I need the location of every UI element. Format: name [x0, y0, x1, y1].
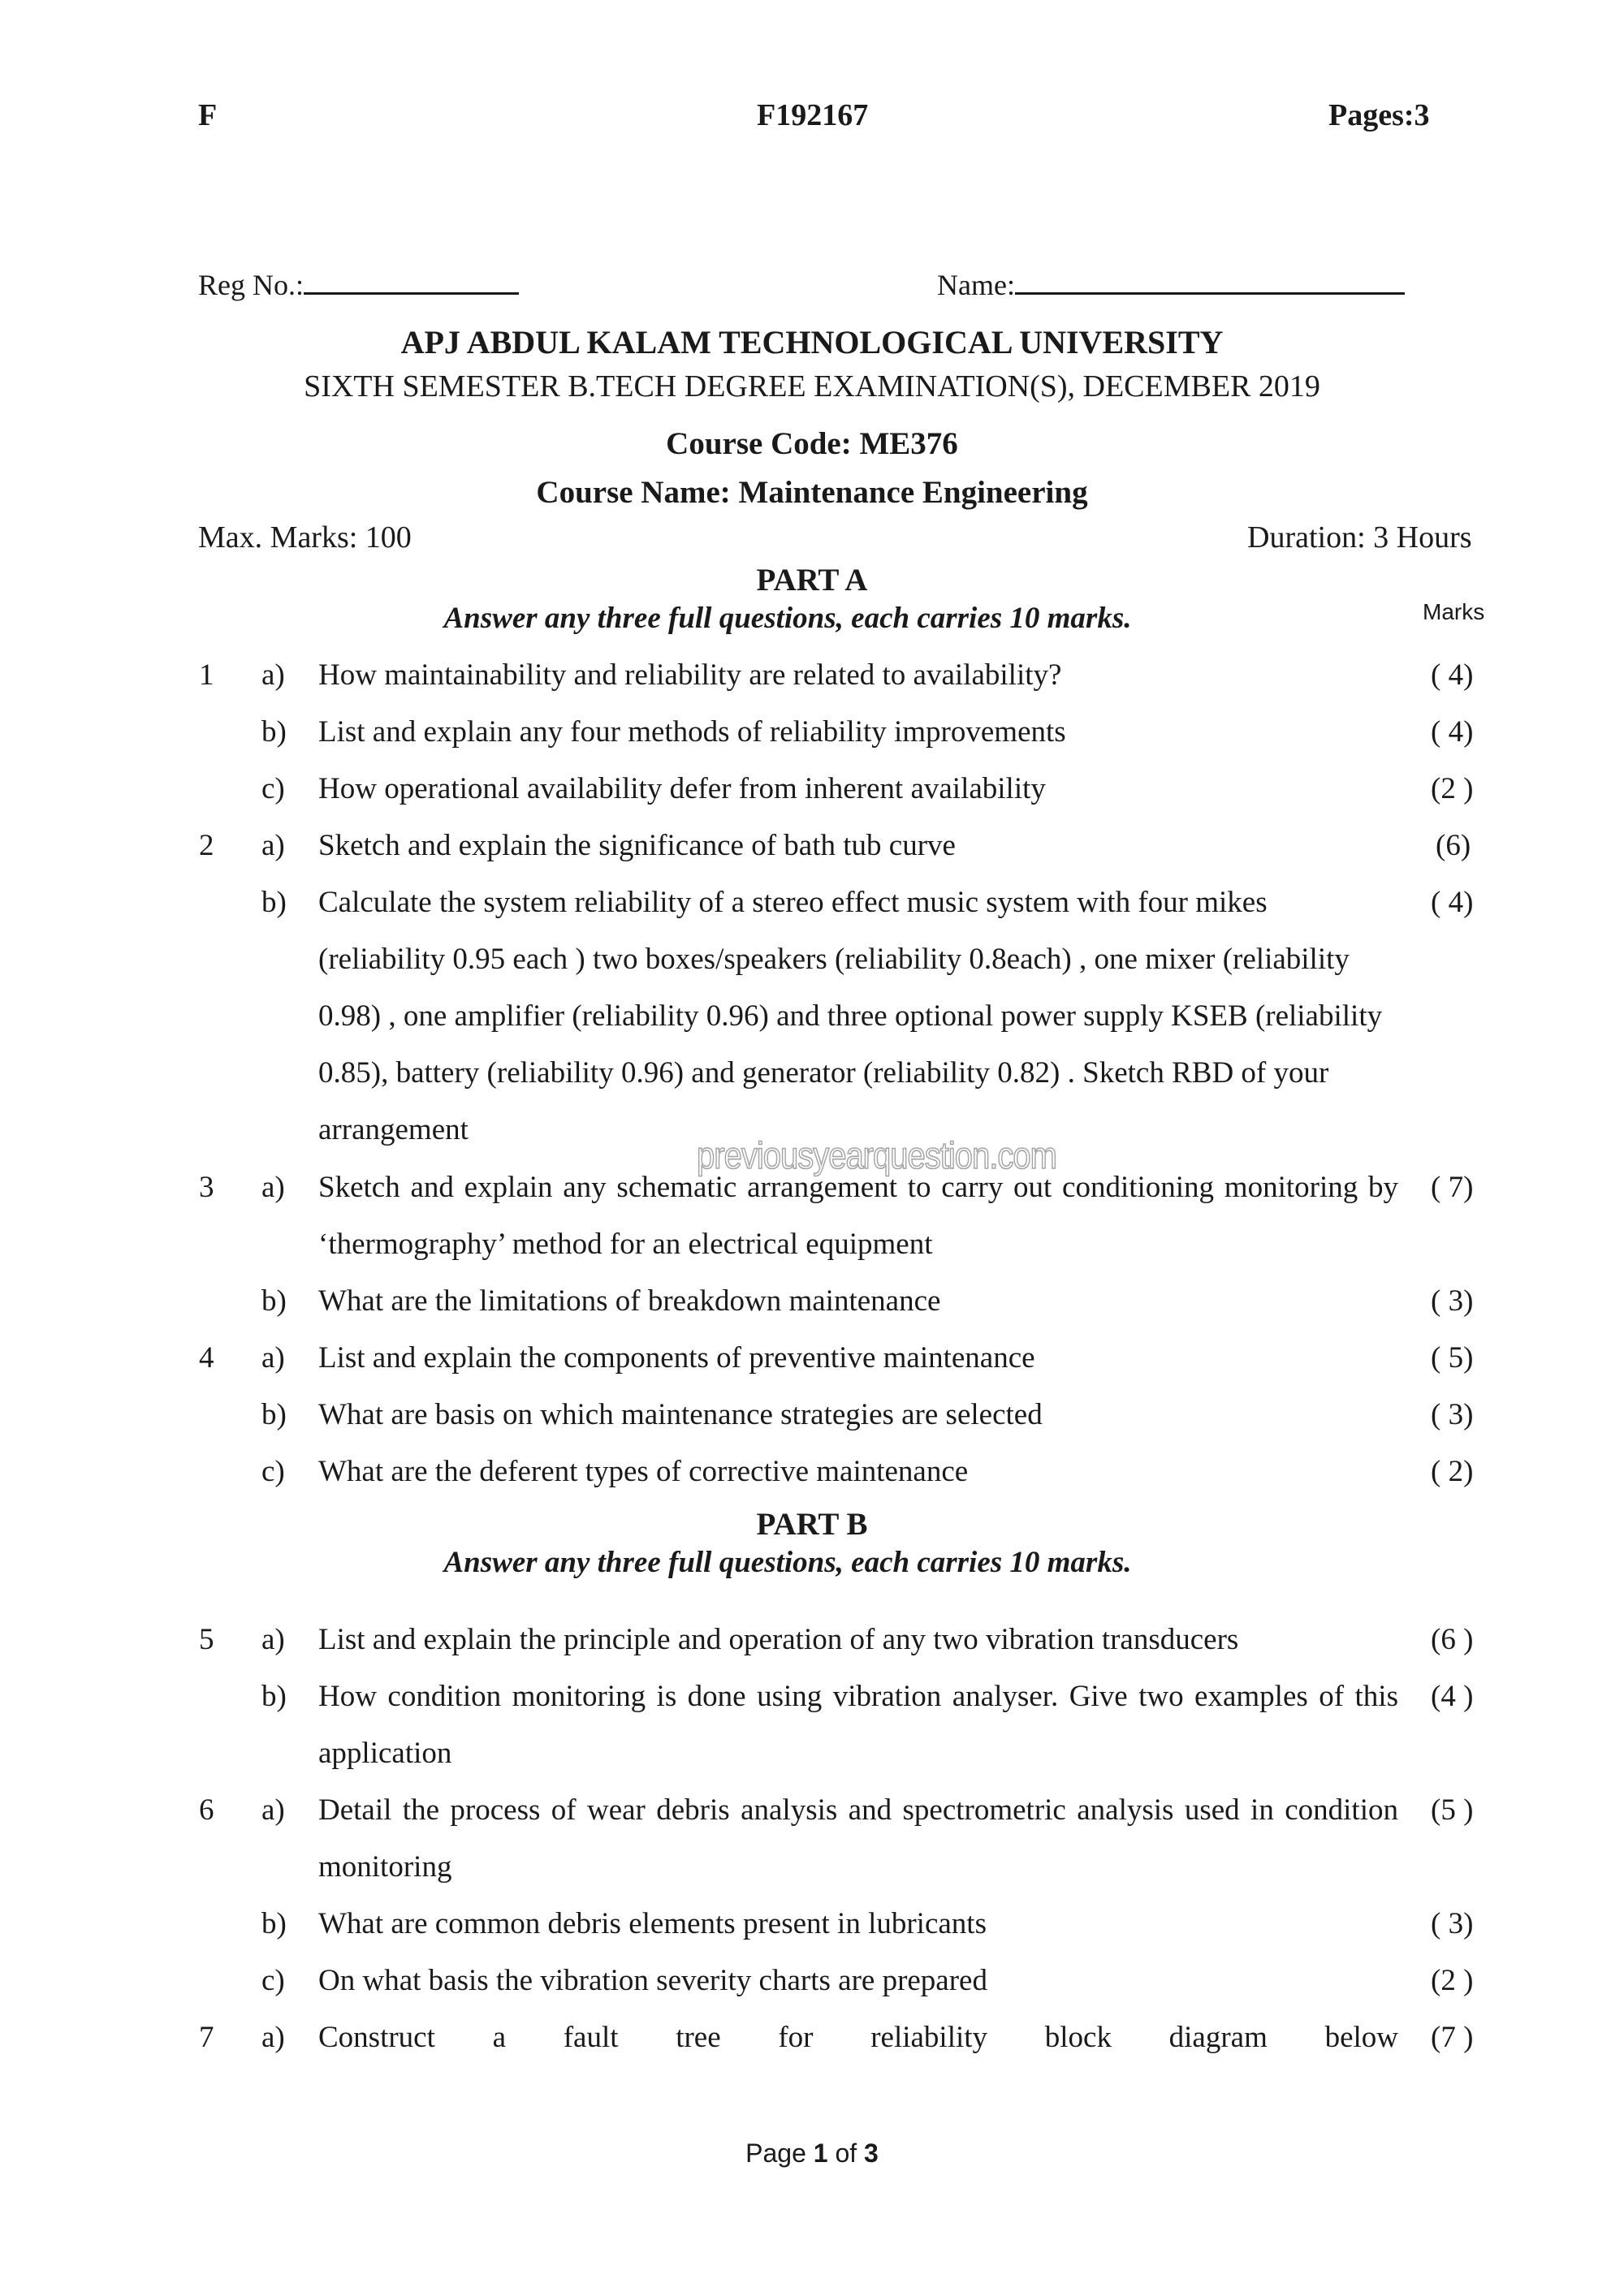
- question-text: Sketch and explain the significance of bath tub curve: [318, 829, 956, 862]
- question-number: 6: [199, 1793, 214, 1827]
- question-text: List and explain any four methods of reliability improvements: [318, 715, 1066, 749]
- question-marks: (5 ): [1431, 1793, 1474, 1827]
- question-number: 5: [199, 1623, 214, 1656]
- name-label: Name:: [937, 269, 1015, 301]
- course-name: Course Name: Maintenance Engineering: [536, 475, 1088, 510]
- question-text: Calculate the system reliability of a stereo effect music system with four mikes (reliability 0.95 each ) two boxes/speakers (reliability 0.8each) , one mixer (reliability 0.98) , one amplifier (reliability 0.96) and three optional power supply KSEB (reliability 0.85), battery (reliability 0.96) and generator (reliability 0.82) . Sketch RBD of your arrangement: [318, 886, 1383, 1146]
- part-b-title: PART B: [756, 1507, 868, 1542]
- paper-code: F192167: [757, 98, 869, 132]
- marks-column-header: Marks: [1423, 599, 1485, 624]
- name-line: [1015, 268, 1405, 295]
- name-field: [937, 268, 1405, 302]
- subquestion-label: b): [261, 1680, 287, 1713]
- question-marks: ( 4): [1431, 658, 1474, 692]
- subquestion-label: b): [261, 1398, 287, 1431]
- question-number: 7: [199, 2021, 214, 2054]
- question-text: What are the limitations of breakdown maintenance: [318, 1284, 941, 1318]
- question-marks: (2 ): [1431, 772, 1474, 805]
- question-marks: ( 5): [1431, 1341, 1474, 1375]
- question-text: How maintainability and reliability are related to availability?: [318, 658, 1062, 692]
- question-marks: (6): [1436, 829, 1471, 862]
- exam-title: SIXTH SEMESTER B.TECH DEGREE EXAMINATION(S), DECEMBER 2019: [304, 369, 1320, 404]
- question-number: 1: [199, 658, 214, 692]
- question-number: 4: [199, 1341, 214, 1375]
- question-marks: (4 ): [1431, 1680, 1474, 1713]
- subquestion-label: a): [261, 1171, 285, 1204]
- question-text: What are basis on which maintenance strategies are selected: [318, 1398, 1043, 1431]
- reg-no-label: Reg No.:: [198, 269, 304, 301]
- subquestion-label: c): [261, 772, 285, 805]
- footer-current-page: 1: [813, 2138, 828, 2168]
- page-count: Pages:3: [1328, 98, 1430, 132]
- question-text: How condition monitoring is done using vibration analyser. Give two examples of this application: [318, 1680, 1398, 1770]
- question-text: Construct a fault tree for reliability block diagram below: [318, 2021, 1398, 2054]
- question-text: What are common debris elements present in lubricants: [318, 1907, 987, 1940]
- paper-series-letter: F: [198, 98, 218, 132]
- question-number: 3: [199, 1171, 214, 1204]
- part-b-instruction: Answer any three full questions, each carries 10 marks.: [443, 1546, 1132, 1579]
- question-marks: ( 3): [1431, 1907, 1474, 1940]
- subquestion-label: b): [261, 1284, 287, 1318]
- subquestion-label: a): [261, 2021, 285, 2054]
- question-marks: ( 3): [1431, 1398, 1474, 1431]
- question-text: Detail the process of wear debris analysis and spectrometric analysis used in condition monitoring: [318, 1793, 1398, 1884]
- footer-prefix: Page: [745, 2138, 814, 2168]
- question-marks: (6 ): [1431, 1623, 1474, 1656]
- question-text: Sketch and explain any schematic arrangement to carry out conditioning monitoring by ‘thermography’ method for an electrical equipment: [318, 1171, 1398, 1261]
- subquestion-label: c): [261, 1455, 285, 1488]
- part-a-title: PART A: [756, 563, 868, 598]
- course-code: Course Code: ME376: [666, 426, 958, 461]
- question-number: 2: [199, 829, 214, 862]
- question-text: List and explain the components of preventive maintenance: [318, 1341, 1035, 1375]
- duration: Duration: 3 Hours: [1247, 520, 1472, 555]
- reg-no-line: [304, 268, 519, 295]
- subquestion-label: a): [261, 1341, 285, 1375]
- subquestion-label: b): [261, 1907, 287, 1940]
- question-text: On what basis the vibration severity charts are prepared: [318, 1964, 987, 1997]
- subquestion-label: a): [261, 658, 285, 692]
- question-text: List and explain the principle and operation of any two vibration transducers: [318, 1623, 1239, 1656]
- part-a-instruction: Answer any three full questions, each carries 10 marks.: [443, 602, 1132, 635]
- subquestion-label: a): [261, 829, 285, 862]
- subquestion-label: a): [261, 1623, 285, 1656]
- subquestion-label: b): [261, 715, 287, 749]
- question-marks: ( 4): [1431, 715, 1474, 749]
- question-marks: ( 2): [1431, 1455, 1474, 1488]
- subquestion-label: c): [261, 1964, 285, 1997]
- question-text: What are the deferent types of corrective maintenance: [318, 1455, 969, 1488]
- question-marks: (7 ): [1431, 2021, 1474, 2054]
- subquestion-label: b): [261, 886, 287, 919]
- watermark-logo: previousyearquestion.com: [697, 1135, 1056, 1177]
- question-marks: ( 3): [1431, 1284, 1474, 1318]
- university-name: APJ ABDUL KALAM TECHNOLOGICAL UNIVERSITY: [400, 324, 1224, 360]
- subquestion-label: a): [261, 1793, 285, 1827]
- reg-no-field: [198, 268, 519, 302]
- question-marks: ( 4): [1431, 886, 1474, 919]
- question-marks: ( 7): [1431, 1171, 1474, 1204]
- page-footer: [0, 2138, 1624, 2169]
- footer-mid: of: [827, 2138, 865, 2168]
- max-marks: Max. Marks: 100: [198, 520, 412, 555]
- question-marks: (2 ): [1431, 1964, 1474, 1997]
- question-text: How operational availability defer from inherent availability: [318, 772, 1046, 805]
- footer-total-pages: 3: [864, 2138, 879, 2168]
